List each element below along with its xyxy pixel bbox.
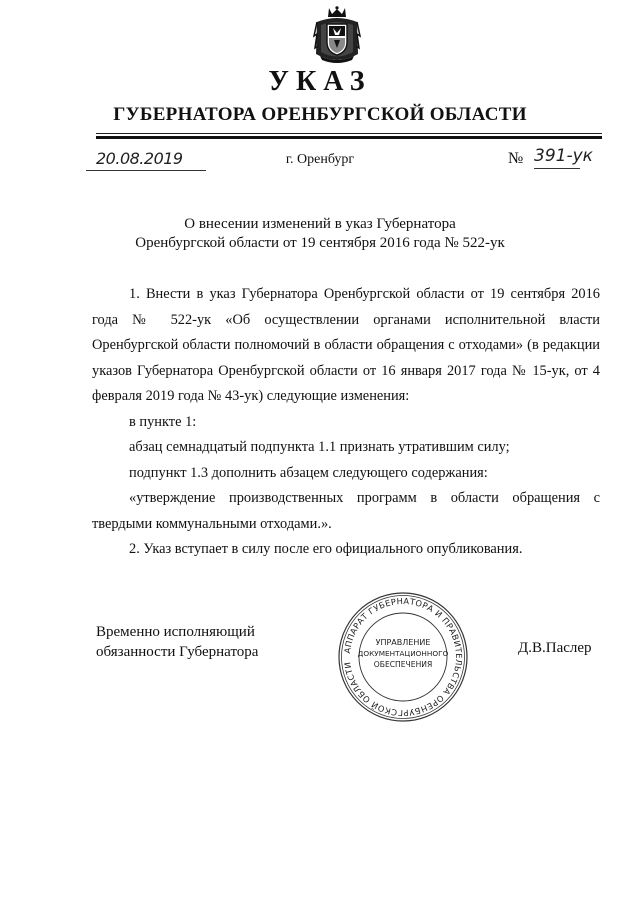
number-sign: № bbox=[508, 150, 524, 167]
header-divider-thick bbox=[96, 136, 602, 139]
stamp-inner-line-2: ДОКУМЕНТАЦИОННОГО bbox=[357, 649, 449, 658]
number-field bbox=[494, 144, 594, 174]
paragraph-5: «утверждение производственных программ в области обращения с твердыми коммунальными отходами.». bbox=[92, 490, 600, 532]
number-underline bbox=[534, 168, 580, 169]
paragraph-6: 2. Указ вступает в силу после его официального опубликования. bbox=[129, 541, 523, 557]
position-line-1: Временно исполняющий bbox=[96, 624, 255, 640]
paragraph-3: абзац семнадцатый подпункта 1.1 признать утратившим силу; bbox=[129, 439, 510, 455]
decree-heading bbox=[0, 215, 640, 253]
date-underline bbox=[86, 170, 206, 171]
heading-line-1: О внесении изменений в указ Губернатора bbox=[184, 216, 456, 232]
issuer-title: ГУБЕРНАТОРА ОРЕНБУРГСКОЙ ОБЛАСТИ bbox=[113, 104, 527, 125]
heading-line-2: Оренбургской области от 19 сентября 2016 года № 522-ук bbox=[135, 235, 505, 251]
paragraph-1: 1. Внести в указ Губернатора Оренбургской области от 19 сентября 2016 года № 522-ук «Об осуществлении органами исполнительной власти Оренбургской области полномочий в области обращения с отходами» (в редакции указов Губернатора Оренбургской области от 16 января 2017 года № 15-ук, от 4 февраля 2019 года № 43-ук) следующие изменения: bbox=[92, 286, 600, 404]
paragraph-2: в пункте 1: bbox=[129, 413, 197, 430]
signatory-name: Д.В.Паслер bbox=[518, 640, 592, 656]
stamp-outer-text: АППАРАТ ГУБЕРНАТОРА И ПРАВИТЕЛЬСТВА ОРЕНБУРГСКОЙ ОБЛАСТИ bbox=[342, 595, 465, 719]
stamp-inner-line-1: УПРАВЛЕНИЕ bbox=[375, 638, 431, 647]
position-line-2: обязанности Губернатора bbox=[96, 644, 259, 660]
paragraph-4: подпункт 1.3 дополнить абзацем следующего содержания: bbox=[129, 464, 488, 481]
document-title: УКАЗ bbox=[268, 66, 372, 97]
stamp-inner-line-3: ОБЕСПЕЧЕНИЯ bbox=[373, 660, 433, 669]
header-divider-thin bbox=[96, 133, 602, 134]
city-label: г. Оренбург bbox=[285, 152, 355, 167]
signatory-position bbox=[96, 622, 258, 662]
handwritten-date: 20.08.2019 bbox=[96, 149, 183, 168]
decree-body bbox=[92, 282, 600, 563]
official-stamp bbox=[336, 590, 470, 724]
coat-of-arms-icon bbox=[312, 6, 362, 64]
handwritten-number: 391-ук bbox=[534, 146, 593, 166]
